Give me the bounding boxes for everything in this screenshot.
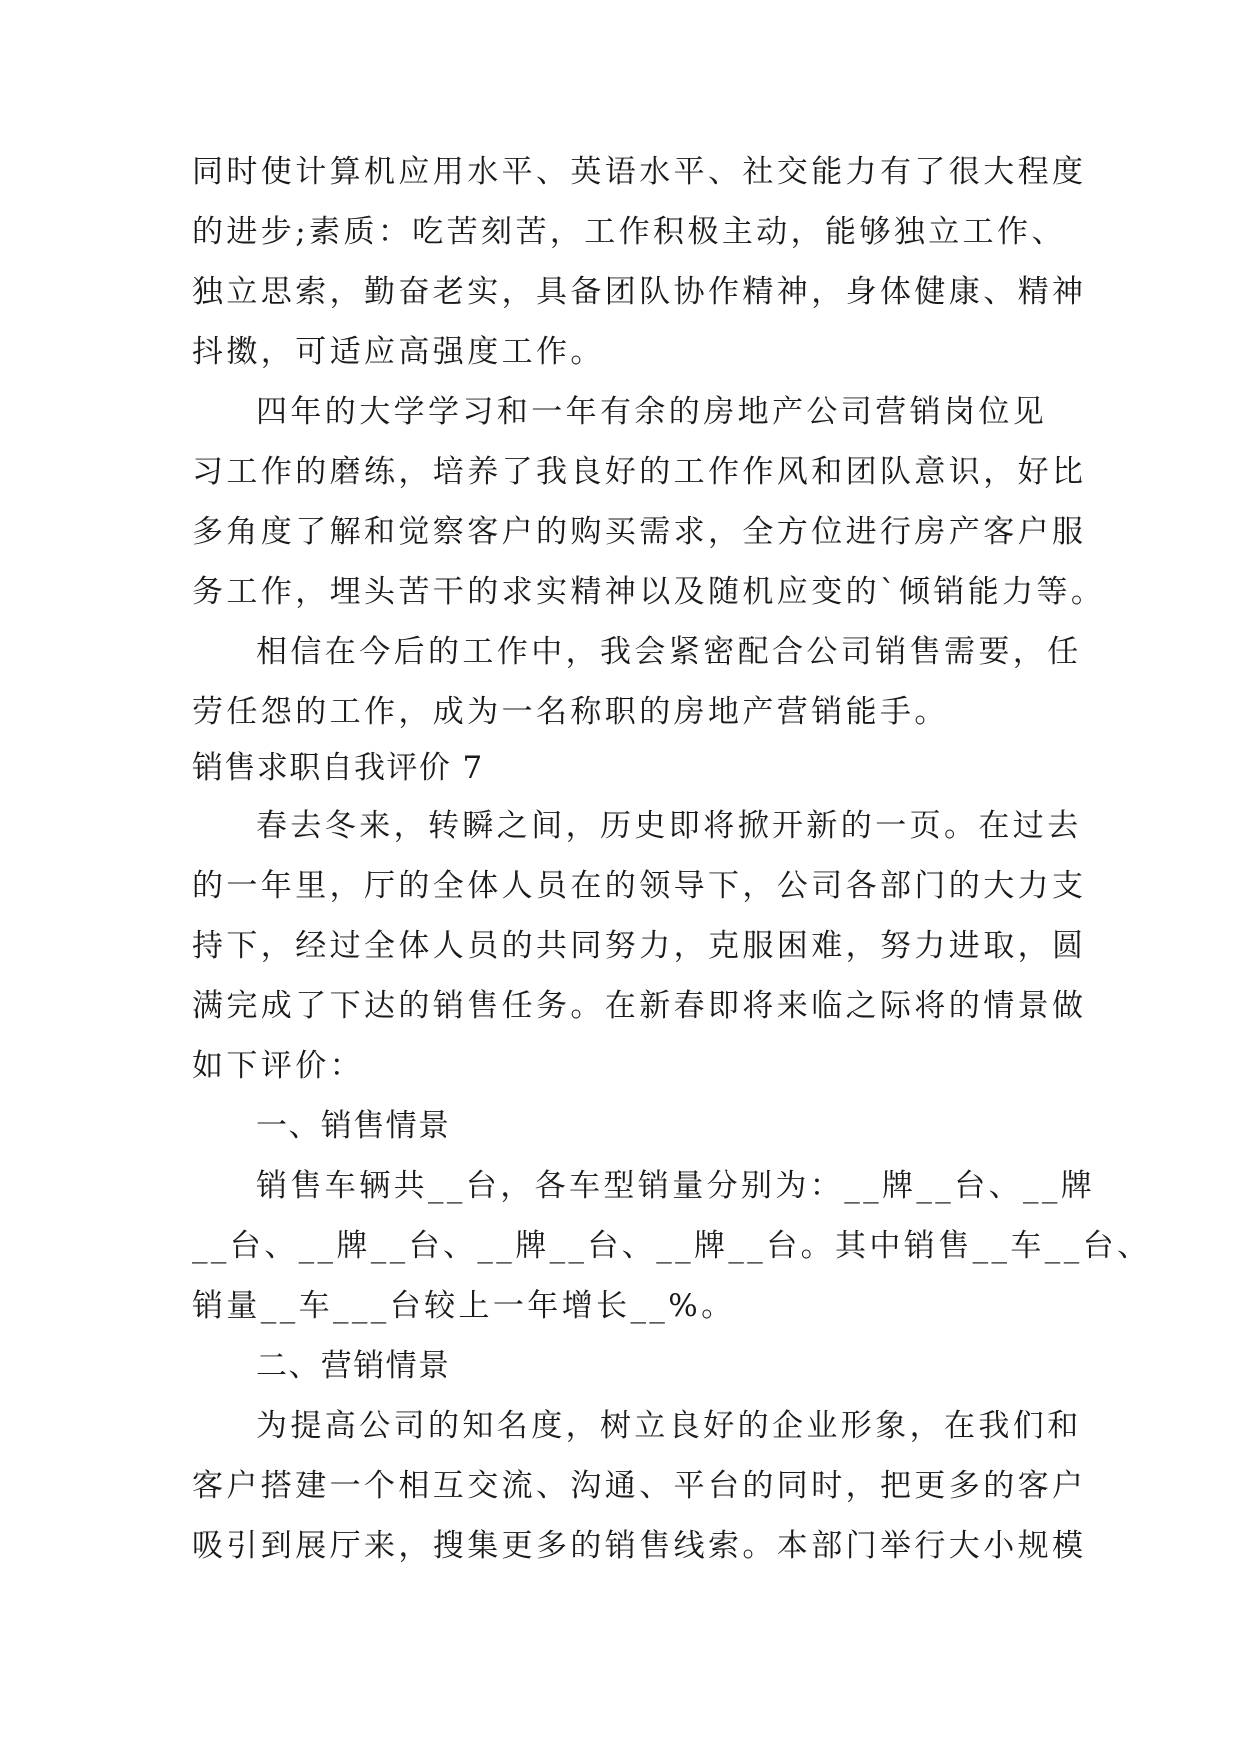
subheading: 一、销售情景 bbox=[256, 1108, 451, 1144]
text-line: 为提高公司的知名度，树立良好的企业形象，在我们和 bbox=[256, 1408, 1082, 1444]
text-line: 的一年里，厅的全体人员在的领导下，公司各部门的大力支 bbox=[192, 868, 1087, 904]
text-line: 满完成了下达的销售任务。在新春即将来临之际将的情景做 bbox=[192, 988, 1087, 1024]
text-line: 抖擞，可适应高强度工作。 bbox=[192, 334, 605, 370]
text-line: 持下，经过全体人员的共同努力，克服困难，努力进取，圆 bbox=[192, 928, 1087, 964]
text-line: 劳任怨的工作，成为一名称职的房地产营销能手。 bbox=[192, 694, 949, 730]
text-line: 销售车辆共__台，各车型销量分别为：__牌__台、__牌 bbox=[256, 1168, 1096, 1204]
text-line: 务工作，埋头苦干的求实精神以及随机应变的`倾销能力等。 bbox=[192, 574, 1106, 610]
text-line: 相信在今后的工作中，我会紧密配合公司销售需要，任 bbox=[256, 634, 1082, 670]
text-line: 客户搭建一个相互交流、沟通、平台的同时，把更多的客户 bbox=[192, 1468, 1087, 1504]
text-line: 销量__车___台较上一年增长__%。 bbox=[192, 1288, 736, 1324]
text-line: 多角度了解和觉察客户的购买需求，全方位进行房产客户服 bbox=[192, 514, 1087, 550]
text-line: 四年的大学学习和一年有余的房地产公司营销岗位见 bbox=[256, 394, 1048, 430]
text-line: 习工作的磨练，培养了我良好的工作作风和团队意识，好比 bbox=[192, 454, 1087, 490]
subheading: 二、营销情景 bbox=[256, 1348, 451, 1384]
text-line: 如下评价： bbox=[192, 1048, 364, 1084]
text-line: 吸引到展厅来，搜集更多的销售线索。本部门举行大小规模 bbox=[192, 1528, 1087, 1564]
text-line: 春去冬来，转瞬之间，历史即将掀开新的一页。在过去 bbox=[256, 808, 1082, 844]
text-line: 的进步;素质：吃苦刻苦，工作积极主动，能够独立工作、 bbox=[192, 214, 1066, 250]
text-line: __台、__牌__台、__牌__台、__牌__台。其中销售__车__台、 bbox=[192, 1228, 1152, 1264]
section-heading: 销售求职自我评价 7 bbox=[192, 750, 484, 786]
text-line: 同时使计算机应用水平、英语水平、社交能力有了很大程度 bbox=[192, 154, 1087, 190]
text-line: 独立思索，勤奋老实，具备团队协作精神，身体健康、精神 bbox=[192, 274, 1087, 310]
